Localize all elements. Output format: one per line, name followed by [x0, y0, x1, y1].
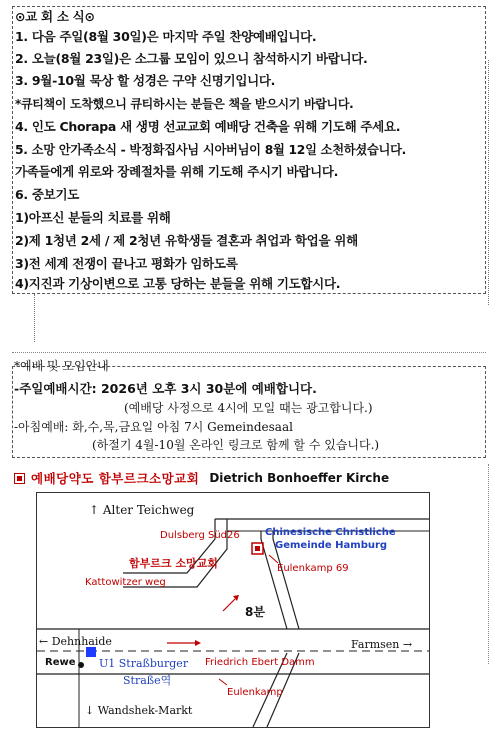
direction-label: ← Dehnhaide: [39, 635, 112, 648]
station-label: U1 Straßburger: [99, 657, 189, 670]
directions-map: [36, 492, 430, 728]
shop-label: Rewe: [45, 657, 76, 668]
news-item: 3. 9월-10월 묵상 할 성경은 구약 신명기입니다.: [15, 73, 276, 88]
direction-label: Farmsen →: [351, 638, 413, 651]
dotted-guide: [488, 464, 489, 664]
worship-header: *예배 및 모임안내: [14, 359, 109, 373]
station-label: Straße역: [123, 674, 172, 687]
news-item: 1. 다음 주일(8월 30일)은 마지막 주일 찬양예배입니다.: [15, 29, 317, 44]
church-news-header: ⊙교 회 소 식⊙: [15, 9, 95, 24]
news-item: 5. 소망 안가족소식 - 박정화집사님 시아버님이 8월 12일 소천하셨습니다.: [15, 143, 407, 157]
prayer-item: 2)제 1청년 2세 / 제 2청년 유학생들 결혼과 취업과 학업을 위해: [15, 233, 358, 248]
street-label: Kattowitzer weg: [85, 577, 166, 588]
news-item: 가족들에게 위로와 장례절차를 위해 기도해 주시기 바랍니다.: [15, 164, 339, 179]
dotted-guide: [34, 294, 35, 342]
street-label: Friedrich Ebert Damm: [205, 657, 315, 668]
morning-service: -아침예배: 화,수,목,금요일 아침 7시 Gemeindesaal: [14, 420, 293, 434]
prayer-item: 3)전 세계 전쟁이 끝나고 평화가 임하도록: [15, 256, 238, 271]
news-item: 4. 인도 Chorapa 새 생명 선교교회 예배당 건축을 위해 기도해 주세요.: [15, 119, 401, 134]
morning-note: (하절기 4월-10월 온라인 링크로 함께 할 수 있습니다.): [92, 438, 380, 452]
news-item: *큐티책이 도착했으니 큐티하시는 분들은 책을 받으시기 바랍니다.: [15, 97, 354, 111]
address-label: Eulenkamp 69: [277, 563, 349, 574]
prayer-item: 1)아프신 분들의 치료를 위해: [15, 210, 171, 225]
direction-label: ↓ Wandshek-Markt: [85, 704, 193, 717]
dotted-guide: [488, 60, 489, 305]
walking-time-label: 8분: [245, 605, 265, 619]
square-icon: [14, 473, 25, 484]
church-label: 함부르크 소망교회: [129, 557, 218, 570]
prayer-item: 4)지진과 기상이변으로 고통 당하는 분들을 위해 기도합시다.: [15, 276, 341, 291]
circle-dot-icon: ⊙: [84, 9, 95, 24]
sunday-note: (예배당 사정으로 4시에 모일 때는 광고합니다.): [124, 401, 373, 415]
map-title: 예배당약도 함부르크소망교회 Dietrich Bonhoeffer Kirche: [14, 468, 389, 488]
street-label: ↑ Alter Teichweg: [89, 503, 195, 517]
chinese-church-label: Chinesische Christliche: [265, 527, 396, 538]
chinese-church-label: Gemeinde Hamburg: [275, 540, 388, 551]
news-item: 2. 오늘(8월 23일)은 소그룹 모임이 있으니 참석하시기 바랍니다.: [15, 51, 368, 66]
news-item: 6. 중보기도: [15, 187, 79, 202]
circle-dot-icon: ⊙: [15, 9, 26, 24]
street-label: Dulsberg Süd26: [160, 530, 240, 541]
sunday-service: -주일예배시간: 2026년 오후 3시 30분에 예배합니다.: [14, 381, 317, 396]
street-label: Eulenkamp: [227, 687, 283, 698]
dotted-guide: [12, 352, 486, 353]
